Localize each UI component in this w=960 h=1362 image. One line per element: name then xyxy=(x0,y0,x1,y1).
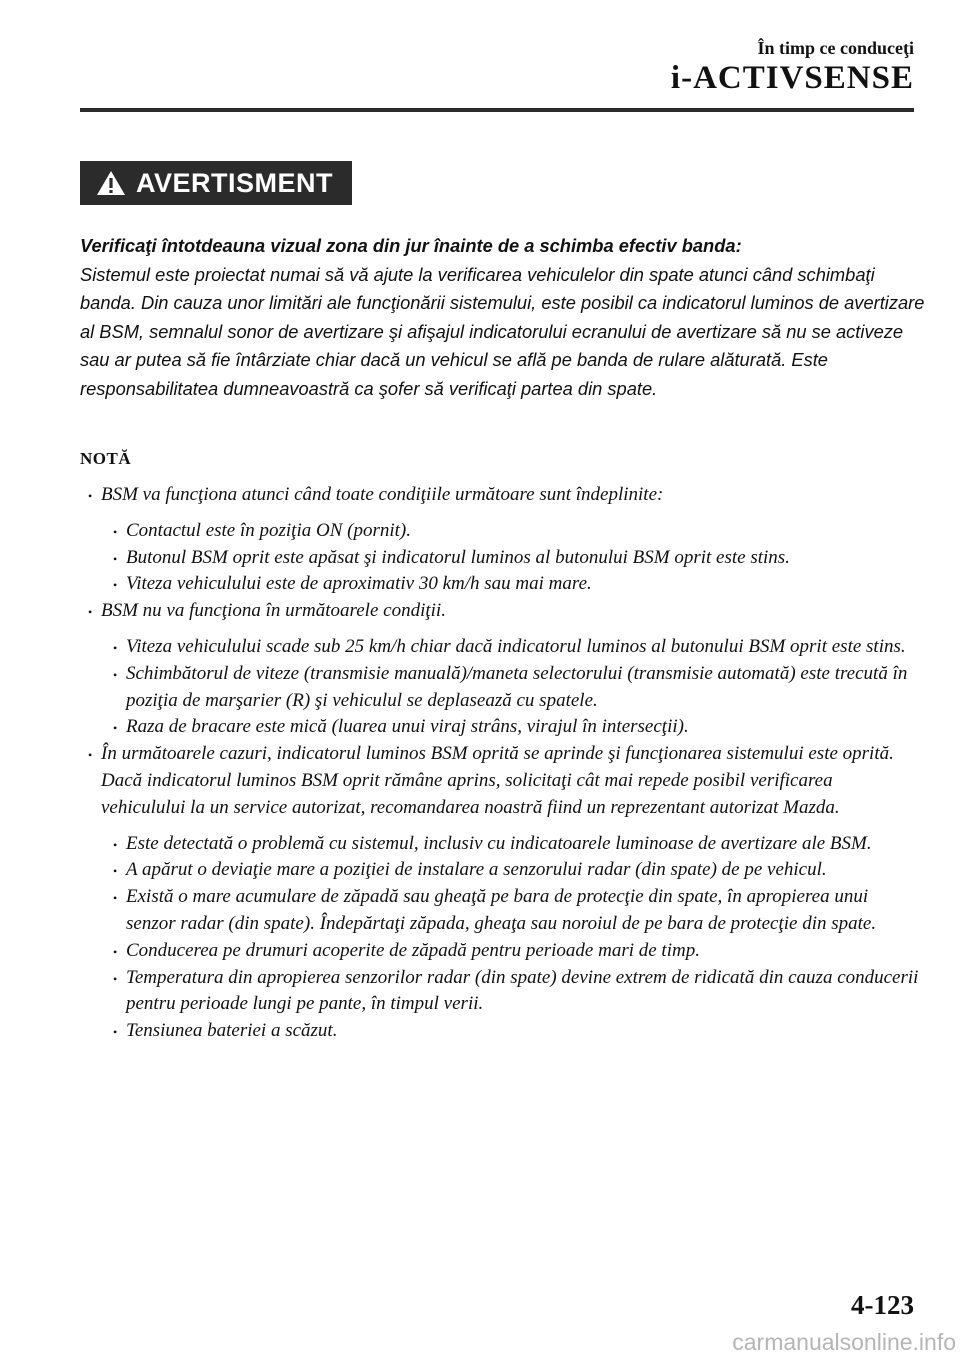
header-title: i-ACTIVSENSE xyxy=(670,60,914,96)
note-item: • BSM nu va funcţiona în următoarele condiţii. xyxy=(80,598,920,625)
note-subitem: • Butonul BSM oprit este apăsat şi indicatorul luminos al butonului BSM oprit este stins. xyxy=(80,545,920,572)
warning-body: Sistemul este proiectat numai să vă ajute la verificarea vehiculelor din spate atunci când schimbaţi banda. Din cauza unor limitări ale funcţionării sistemului, este posibil ca indicatorul luminos de avertizare al BSM, semnalul sonor de avertizare şi afişajul indicatorului ecranului de avertizare să nu se activeze sau ar putea să fie întârziate chiar dacă un vehicul se află pe banda de rulare alăturată. Este responsabilitatea dumneavoastră ca şofer să verificaţi partea din spate. xyxy=(80,263,925,399)
warning-banner xyxy=(80,161,352,205)
note-subitem: • Raza de bracare este mică (luarea unui viraj strâns, virajul în intersecţii). xyxy=(80,714,920,741)
page-number: 4-123 xyxy=(851,1290,914,1320)
header-divider xyxy=(80,108,914,112)
note-item: • În următoarele cazuri, indicatorul luminos BSM oprită se aprinde şi funcţionarea sistemului este oprită. Dacă indicatorul luminos BSM oprit rămâne aprins, solicitaţi cât mai repede posibil verificarea vehiculului la un service autorizat, recomandarea noastră fiind un reprezentant autorizat Mazda. xyxy=(80,741,920,821)
note-subitem: • Viteza vehiculului scade sub 25 km/h chiar dacă indicatorul luminos al butonului BSM oprit este stins. xyxy=(80,634,920,661)
note-title: NOTĂ xyxy=(80,449,132,468)
warning-triangle-icon xyxy=(96,170,126,196)
note-item: • BSM va funcţiona atunci când toate condiţiile următoare sunt îndeplinite: xyxy=(80,482,920,509)
note-list xyxy=(80,482,920,1045)
note-subitem: • Contactul este în poziţia ON (pornit). xyxy=(80,518,920,545)
note-subitem: • Este detectată o problemă cu sistemul, inclusiv cu indicatoarele luminoase de avertizare ale BSM. xyxy=(80,831,920,858)
note-subitem: • Conducerea pe drumuri acoperite de zăpadă pentru perioade mari de timp. xyxy=(80,938,920,965)
note-subitem: • Tensiunea bateriei a scăzut. xyxy=(80,1018,920,1045)
note-subitem: • A apărut o deviaţie mare a poziţiei de instalare a senzorului radar (din spate) de pe vehicul. xyxy=(80,857,920,884)
note-subitem: • Viteza vehiculului este de aproximativ 30 km/h sau mai mare. xyxy=(80,571,920,598)
note-subitem: • Există o mare acumulare de zăpadă sau gheaţă pe bara de protecţie din spate, în apropierea unui senzor radar (din spate). Îndepărtaţi zăpada, gheaţa sau noroiul de pe bara de protecţie din spate. xyxy=(80,884,920,938)
note-subitem: • Temperatura din apropierea senzorilor radar (din spate) devine extrem de ridicată din cauza conducerii pentru perioade lungi pe pante, în timpul verii. xyxy=(80,965,920,1019)
warning-heading: Verificaţi întotdeauna vizual zona din jur înainte de a schimba efectiv banda: xyxy=(80,235,742,256)
note-subitem: • Schimbătorul de viteze (transmisie manuală)/maneta selectorului (transmisie automată) este trecută în poziţia de marşarier (R) şi vehiculul se deplasează cu spatele. xyxy=(80,661,920,715)
warning-label: AVERTISMENT xyxy=(136,167,334,198)
header-section: În timp ce conduceţi xyxy=(757,38,914,58)
warning-text xyxy=(80,232,925,404)
watermark: carmanualsonline.info xyxy=(732,1329,956,1355)
